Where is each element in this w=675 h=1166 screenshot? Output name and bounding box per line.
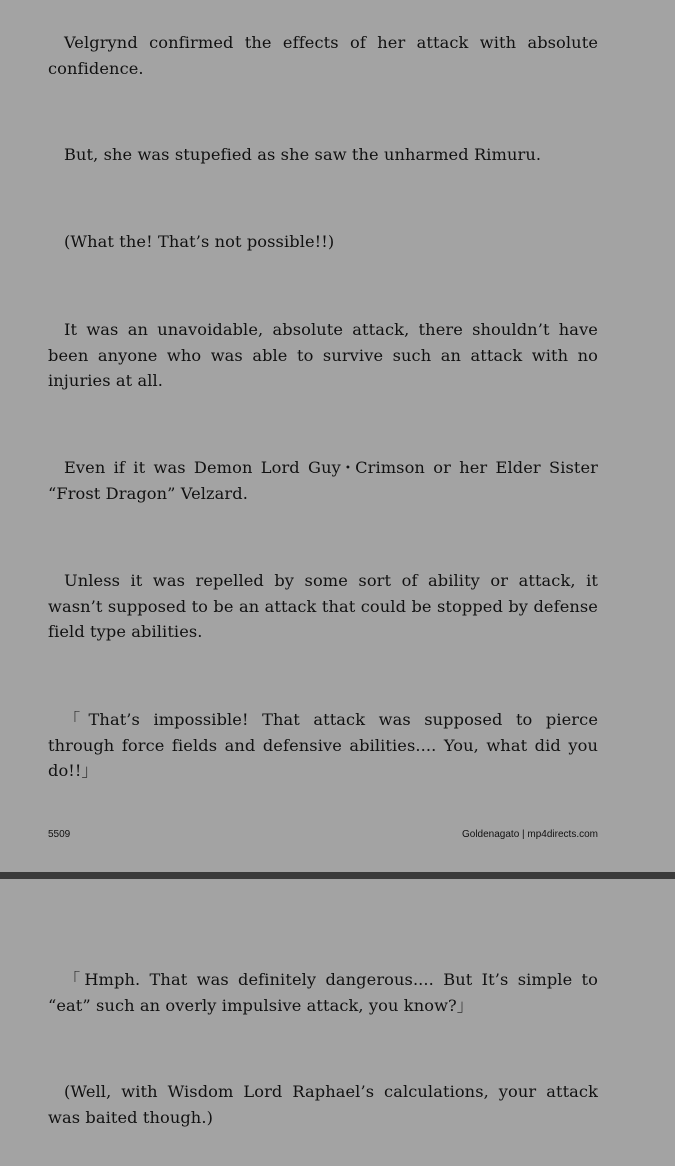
paragraph: (What the! That’s not possible!!) [64, 232, 335, 251]
footer-credit: Goldenagato | mp4directs.com [461, 829, 598, 840]
paragraph: 「That’s impossible! That attack was supposed to pierce through force fields and defensive abilities.... You, what did you do!!」 [48, 710, 598, 780]
paragraph: Velgrynd confirmed the effects of her attack with absolute confidence. [48, 33, 598, 78]
paragraph: It was an unavoidable, absolute attack, there shouldn’t have been anyone who was able to survive such an attack with no injuries at all. [48, 320, 598, 390]
paragraph: Even if it was Demon Lord Guy･Crimson or her Elder Sister “Frost Dragon” Velzard. [48, 458, 598, 503]
paragraph: (Well, with Wisdom Lord Raphael’s calculations, your attack was baited though.) [48, 1082, 598, 1127]
paragraph: But, she was stupefied as she saw the unharmed Rimuru. [64, 145, 542, 164]
page-divider [0, 872, 675, 879]
reader-page-2 [0, 879, 675, 1166]
paragraph: Unless it was repelled by some sort of ability or attack, it wasn’t supposed to be an attack that could be stopped by defense field type abilities. [48, 571, 598, 641]
page-number: 5509 [48, 829, 71, 840]
paragraph: 「Hmph. That was definitely dangerous.... But It’s simple to “eat” such an overly impulsive attack, you know?」 [48, 970, 598, 1015]
